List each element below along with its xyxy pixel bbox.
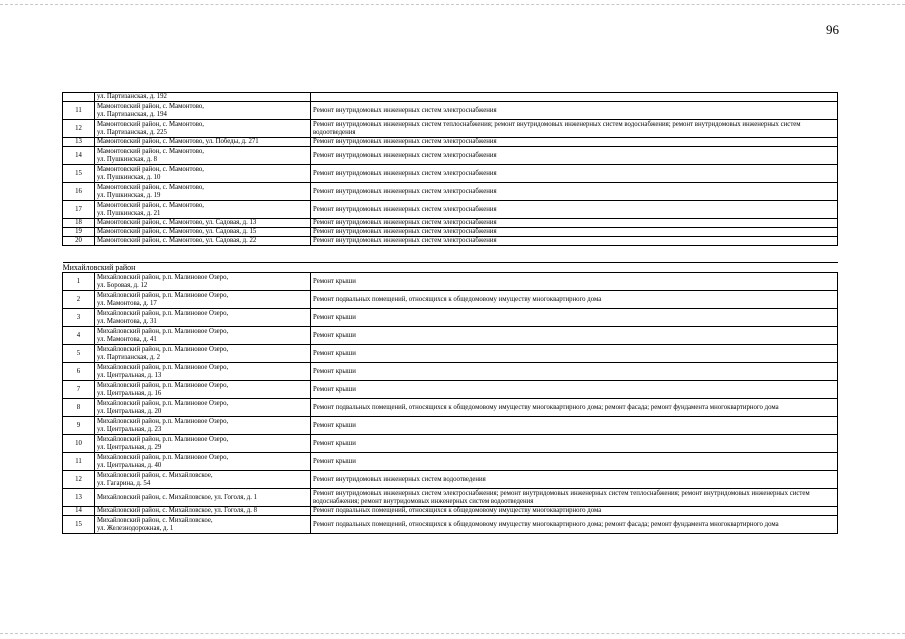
address-line: ул. Пушкинская, д. 8 <box>97 155 158 163</box>
address-cell <box>95 228 311 237</box>
address-line: Мамонтовский район, с. Мамонтово, <box>97 165 204 173</box>
address-cell <box>95 309 311 327</box>
address-line: ул. Центральная, д. 13 <box>97 371 162 379</box>
table-row <box>63 399 838 417</box>
address-line: Михайловский район, р.п. Малиновое Озеро, <box>97 291 229 299</box>
address-line: Михайловский район, р.п. Малиновое Озеро, <box>97 399 229 407</box>
table-row <box>63 138 838 147</box>
address-cell <box>95 363 311 381</box>
row-number-cell: 18 <box>63 219 95 228</box>
works-cell: Ремонт крыши <box>311 381 838 399</box>
address-line: Михайловский район, р.п. Малиновое Озеро, <box>97 327 229 335</box>
address-line: ул. Центральная, д. 20 <box>97 407 162 415</box>
address-cell <box>95 147 311 165</box>
row-number-cell: 11 <box>63 102 95 120</box>
table-row <box>63 219 838 228</box>
address-line: Михайловский район, р.п. Малиновое Озеро, <box>97 381 229 389</box>
address-line: Мамонтовский район, с. Мамонтово, ул. Садовая, д. 22 <box>97 237 257 244</box>
address-line: Михайловский район, р.п. Малиновое Озеро, <box>97 435 229 443</box>
address-line: ул. Партизанская, д. 225 <box>97 128 167 136</box>
row-number-cell: 16 <box>63 183 95 201</box>
row-number-cell: 12 <box>63 471 95 489</box>
row-number-cell: 10 <box>63 435 95 453</box>
address-cell <box>95 399 311 417</box>
address-cell <box>95 219 311 228</box>
scan-top-edge <box>0 4 905 5</box>
works-cell: Ремонт подвальных помещений, относящихся к общедомовому имуществу многоквартирного дома <box>311 507 838 516</box>
address-line: ул. Центральная, д. 16 <box>97 389 162 397</box>
works-cell: Ремонт внутридомовых инженерных систем электроснабжения; ремонт внутридомовых инженерных систем теплоснабжения; ремонт внутридомовых инженерных систем водоснабжения; ремонт внутридомовых инженерных систем водоотведения <box>311 489 838 507</box>
row-number-cell: 13 <box>63 138 95 147</box>
works-cell: Ремонт подвальных помещений, относящихся к общедомовому имуществу многоквартирного дома; ремонт фасада; ремонт фундамента многоквартирного дома <box>311 399 838 417</box>
works-cell: Ремонт внутридомовых инженерных систем электроснабжения <box>311 228 838 237</box>
section-header-row <box>63 263 838 273</box>
works-cell: Ремонт внутридомовых инженерных систем электроснабжения <box>311 165 838 183</box>
table-row <box>63 120 838 138</box>
address-cell <box>95 327 311 345</box>
address-cell <box>95 507 311 516</box>
address-line: ул. Мамонтова, д. 17 <box>97 299 157 307</box>
table-row <box>63 507 838 516</box>
address-line: Мамонтовский район, с. Мамонтово, ул. Садовая, д. 13 <box>97 219 257 226</box>
address-line: Михайловский район, с. Михайловское, <box>97 516 213 524</box>
table-row-continuation <box>63 93 838 102</box>
address-cell <box>95 291 311 309</box>
row-number-cell: 14 <box>63 147 95 165</box>
address-line: Мамонтовский район, с. Мамонтово, <box>97 201 204 209</box>
address-cell <box>95 183 311 201</box>
row-number-cell <box>63 93 95 102</box>
table-row <box>63 237 838 246</box>
works-cell: Ремонт внутридомовых инженерных систем водоотведения <box>311 471 838 489</box>
address-line: Мамонтовский район, с. Мамонтово, ул. Садовая, д. 15 <box>97 228 257 235</box>
address-line: ул. Гагарина, д. 54 <box>97 479 151 487</box>
works-cell: Ремонт внутридомовых инженерных систем электроснабжения <box>311 237 838 246</box>
table-row <box>63 273 838 291</box>
row-number-cell: 8 <box>63 399 95 417</box>
address-cell <box>95 165 311 183</box>
address-line: ул. Центральная, д. 23 <box>97 425 162 433</box>
address-line: Михайловский район, с. Михайловское, <box>97 471 213 479</box>
row-number-cell: 20 <box>63 237 95 246</box>
address-line: ул. Пушкинская, д. 21 <box>97 209 161 217</box>
address-cell <box>95 381 311 399</box>
address-line: ул. Боровая, д. 12 <box>97 281 148 289</box>
row-number-cell: 2 <box>63 291 95 309</box>
table-row <box>63 471 838 489</box>
address-line: Михайловский район, р.п. Малиновое Озеро, <box>97 273 229 281</box>
works-cell: Ремонт внутридомовых инженерных систем теплоснабжения; ремонт внутридомовых инженерных систем водоснабжения; ремонт внутридомовых инженерных систем водоотведения <box>311 120 838 138</box>
row-number-cell: 19 <box>63 228 95 237</box>
table-row <box>63 201 838 219</box>
works-cell: Ремонт крыши <box>311 417 838 435</box>
works-cell: Ремонт подвальных помещений, относящихся к общедомовому имуществу многоквартирного дома; ремонт фасада; ремонт фундамента многоквартирного дома <box>311 516 838 534</box>
works-cell: Ремонт крыши <box>311 309 838 327</box>
address-line: Михайловский район, с. Михайловское, ул. Гоголя, д. 8 <box>97 507 257 514</box>
works-cell <box>311 93 838 102</box>
row-number-cell: 7 <box>63 381 95 399</box>
address-line: ул. Партизанская, д. 194 <box>97 110 167 118</box>
table-row <box>63 228 838 237</box>
row-number-cell: 15 <box>63 165 95 183</box>
table-row <box>63 327 838 345</box>
address-line: Мамонтовский район, с. Мамонтово, ул. Победы, д. 271 <box>97 138 259 145</box>
table-row <box>63 102 838 120</box>
works-cell: Ремонт внутридомовых инженерных систем электроснабжения <box>311 102 838 120</box>
table-row <box>63 489 838 507</box>
address-line: Михайловский район, р.п. Малиновое Озеро, <box>97 345 229 353</box>
address-cell: ул. Партизанская, д. 192 <box>95 93 311 102</box>
section-title: Михайловский район <box>63 263 838 273</box>
row-number-cell: 6 <box>63 363 95 381</box>
address-cell <box>95 435 311 453</box>
address-line: Михайловский район, р.п. Малиновое Озеро, <box>97 453 229 461</box>
table-row <box>63 417 838 435</box>
address-cell <box>95 138 311 147</box>
table-row <box>63 345 838 363</box>
address-line: Михайловский район, р.п. Малиновое Озеро, <box>97 363 229 371</box>
table-body <box>63 93 838 534</box>
address-line: ул. Мамонтова, д. 41 <box>97 335 157 343</box>
works-cell: Ремонт внутридомовых инженерных систем электроснабжения <box>311 147 838 165</box>
address-cell <box>95 489 311 507</box>
works-cell: Ремонт внутридомовых инженерных систем электроснабжения <box>311 201 838 219</box>
table-row <box>63 309 838 327</box>
address-line: Михайловский район, с. Михайловское, ул. Гоголя, д. 1 <box>97 493 257 501</box>
address-cell <box>95 273 311 291</box>
table-row <box>63 516 838 534</box>
table-row <box>63 363 838 381</box>
address-cell <box>95 417 311 435</box>
address-cell <box>95 237 311 246</box>
address-line: ул. Мамонтова, д. 31 <box>97 317 157 325</box>
address-cell <box>95 120 311 138</box>
row-number-cell: 1 <box>63 273 95 291</box>
row-number-cell: 13 <box>63 489 95 507</box>
table-row <box>63 183 838 201</box>
address-line: ул. Пушкинская, д. 19 <box>97 191 161 199</box>
address-line: ул. Центральная, д. 29 <box>97 443 162 451</box>
repair-works-table <box>62 92 838 534</box>
address-line: Мамонтовский район, с. Мамонтово, <box>97 120 204 128</box>
works-cell: Ремонт крыши <box>311 363 838 381</box>
row-number-cell: 9 <box>63 417 95 435</box>
table-row <box>63 381 838 399</box>
row-number-cell: 17 <box>63 201 95 219</box>
works-cell: Ремонт внутридомовых инженерных систем электроснабжения <box>311 138 838 147</box>
address-line: ул. Центральная, д. 40 <box>97 461 162 469</box>
address-line: Мамонтовский район, с. Мамонтово, <box>97 102 204 110</box>
address-cell <box>95 345 311 363</box>
works-cell: Ремонт крыши <box>311 435 838 453</box>
row-number-cell: 12 <box>63 120 95 138</box>
table-row <box>63 435 838 453</box>
section-gap-row <box>63 246 838 263</box>
table-row <box>63 453 838 471</box>
row-number-cell: 11 <box>63 453 95 471</box>
works-cell: Ремонт подвальных помещений, относящихся к общедомовому имуществу многоквартирного дома <box>311 291 838 309</box>
works-cell: Ремонт внутридомовых инженерных систем электроснабжения <box>311 183 838 201</box>
address-cell <box>95 453 311 471</box>
row-number-cell: 3 <box>63 309 95 327</box>
row-number-cell: 4 <box>63 327 95 345</box>
scan-bottom-edge <box>0 633 905 634</box>
address-cell <box>95 471 311 489</box>
table-row <box>63 147 838 165</box>
works-cell: Ремонт крыши <box>311 273 838 291</box>
address-line: Михайловский район, р.п. Малиновое Озеро, <box>97 417 229 425</box>
table-row <box>63 291 838 309</box>
address-cell <box>95 102 311 120</box>
address-cell <box>95 516 311 534</box>
table-row <box>63 165 838 183</box>
works-cell: Ремонт внутридомовых инженерных систем электроснабжения <box>311 219 838 228</box>
address-cell <box>95 201 311 219</box>
address-line: Михайловский район, р.п. Малиновое Озеро, <box>97 309 229 317</box>
page-number: 96 <box>826 22 839 37</box>
row-number-cell: 14 <box>63 507 95 516</box>
works-cell: Ремонт крыши <box>311 453 838 471</box>
works-cell: Ремонт крыши <box>311 327 838 345</box>
address-line: Мамонтовский район, с. Мамонтово, <box>97 147 204 155</box>
address-line: Мамонтовский район, с. Мамонтово, <box>97 183 204 191</box>
works-cell: Ремонт крыши <box>311 345 838 363</box>
address-line: ул. Пушкинская, д. 10 <box>97 173 161 181</box>
row-number-cell: 5 <box>63 345 95 363</box>
row-number-cell: 15 <box>63 516 95 534</box>
section-gap-cell <box>63 246 838 263</box>
address-line: ул. Партизанская, д. 2 <box>97 353 161 361</box>
address-line: ул. Железнодорожная, д. 1 <box>97 524 174 532</box>
